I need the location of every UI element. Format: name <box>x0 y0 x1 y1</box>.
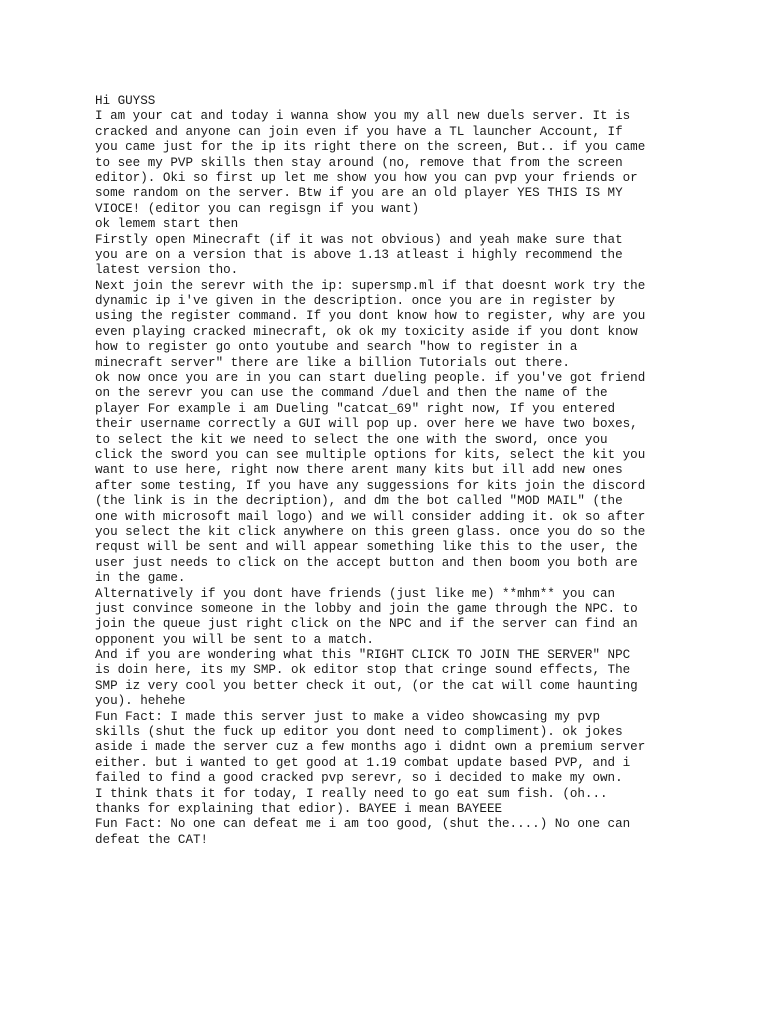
text-line: Firstly open Minecraft (if it was not obvious) and yeah make sure that <box>95 232 623 247</box>
text-line: one with microsoft mail logo) and we will consider adding it. ok so after <box>95 509 646 524</box>
text-line: some random on the server. Btw if you are an old player YES THIS IS MY <box>95 186 623 201</box>
text-line: after some testing, If you have any suggessions for kits join the discord <box>95 478 646 493</box>
text-line: even playing cracked minecraft, ok ok my toxicity aside if you dont know <box>95 324 638 339</box>
text-line: just convince someone in the lobby and join the game through the NPC. to <box>95 601 638 616</box>
text-line: VIOCE! (editor you can regisgn if you want) <box>95 201 420 216</box>
text-line: player For example i am Dueling "catcat_69" right now, If you entered <box>95 401 616 416</box>
text-line: ok lemem start then <box>95 217 239 232</box>
text-line: user just needs to click on the accept button and then boom you both are <box>95 555 638 570</box>
text-line: want to use here, right now there arent many kits but ill add new ones <box>95 463 623 478</box>
text-line: you are on a version that is above 1.13 atleast i highly recommend the <box>95 247 623 262</box>
text-line: to select the kit we need to select the one with the sword, once you <box>95 432 608 447</box>
text-line: you came just for the ip its right there on the screen, But.. if you came <box>95 140 646 155</box>
text-line: latest version tho. <box>95 263 239 278</box>
document-text <box>95 94 685 848</box>
text-line: Fun Fact: I made this server just to make a video showcasing my pvp <box>95 709 601 724</box>
text-line: Alternatively if you dont have friends (just like me) **mhm** you can <box>95 586 616 601</box>
text-line: failed to find a good cracked pvp serevr, so i decided to make my own. <box>95 771 623 786</box>
text-line: I am your cat and today i wanna show you my all new duels server. It is <box>95 109 631 124</box>
text-line: minecraft server" there are like a billion Tutorials out there. <box>95 355 570 370</box>
text-line: Hi GUYSS <box>95 94 156 108</box>
text-line: cracked and anyone can join even if you have a TL launcher Account, If <box>95 124 623 139</box>
text-line: editor). Oki so first up let me show you how you can pvp your friends or <box>95 170 638 185</box>
text-line: aside i made the server cuz a few months ago i didnt own a premium server <box>95 740 646 755</box>
text-line: either. but i wanted to get good at 1.19 combat update based PVP, and i <box>95 755 631 770</box>
text-line: thanks for explaining that edior). BAYEE i mean BAYEEE <box>95 801 503 816</box>
text-line: opponent you will be sent to a match. <box>95 632 374 647</box>
text-line: skills (shut the fuck up editor you dont need to compliment). ok jokes <box>95 725 623 740</box>
text-line: requst will be sent and will appear something like this to the user, the <box>95 540 638 555</box>
text-line: click the sword you can see multiple options for kits, select the kit you <box>95 447 646 462</box>
text-line: you). hehehe <box>95 694 186 709</box>
text-line: you select the kit click anywhere on this green glass. once you do so the <box>95 524 646 539</box>
text-line: to see my PVP skills then stay around (no, remove that from the screen <box>95 155 623 170</box>
text-line: join the queue just right click on the NPC and if the server can find an <box>95 617 638 632</box>
text-line: ok now once you are in you can start dueling people. if you've got friend <box>95 371 646 386</box>
text-line: And if you are wondering what this "RIGHT CLICK TO JOIN THE SERVER" NPC <box>95 648 631 663</box>
text-line: I think thats it for today, I really need to go eat sum fish. (oh... <box>95 786 608 801</box>
text-line: how to register go onto youtube and search "how to register in a <box>95 340 578 355</box>
text-line: on the serevr you can use the command /duel and then the name of the <box>95 386 608 401</box>
text-line: defeat the CAT! <box>95 832 209 847</box>
text-line: dynamic ip i've given in the description. once you are in register by <box>95 294 616 309</box>
text-line: (the link is in the decription), and dm the bot called "MOD MAIL" (the <box>95 494 623 509</box>
text-line: Next join the serevr with the ip: supersmp.ml if that doesnt work try the <box>95 278 646 293</box>
text-line: in the game. <box>95 571 186 586</box>
text-line: SMP iz very cool you better check it out, (or the cat will come haunting <box>95 678 638 693</box>
text-line: Fun Fact: No one can defeat me i am too good, (shut the....) No one can <box>95 817 631 832</box>
text-line: using the register command. If you dont know how to register, why are you <box>95 309 646 324</box>
text-line: is doin here, its my SMP. ok editor stop that cringe sound effects, The <box>95 663 631 678</box>
text-line: their username correctly a GUI will pop up. over here we have two boxes, <box>95 417 638 432</box>
